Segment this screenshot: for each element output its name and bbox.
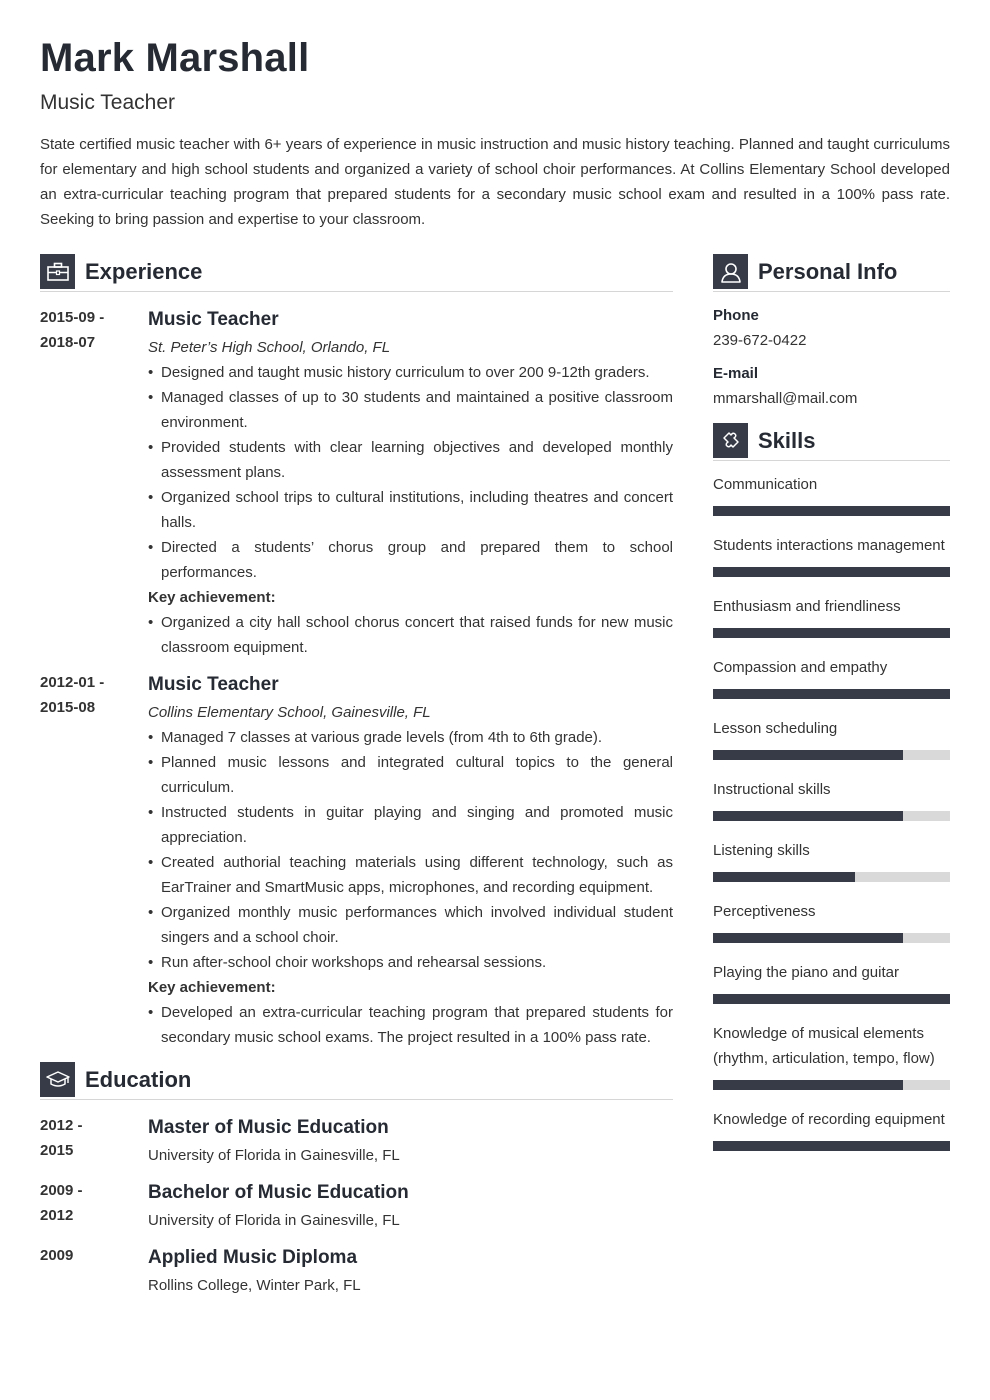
list-item: • Created authorial teaching materials using different technology, such as EarTrainer and SmartMusic apps, microphones, and recording equipment. bbox=[148, 850, 673, 900]
list-item: • Run after-school choir workshops and rehearsal sessions. bbox=[148, 950, 673, 975]
skill-level-bar bbox=[713, 872, 950, 882]
skill-level-fill bbox=[713, 1141, 950, 1151]
graduation-cap-icon bbox=[40, 1062, 75, 1097]
skill-level-bar bbox=[713, 750, 950, 760]
skill-level-fill bbox=[713, 811, 903, 821]
skill-name: Perceptiveness bbox=[713, 903, 816, 920]
list-item: • Managed 7 classes at various grade levels (from 4th to 6th grade). bbox=[148, 725, 673, 750]
skill-level-bar bbox=[713, 689, 950, 699]
skill-level-bar bbox=[713, 567, 950, 577]
edu-date-end: 2015 bbox=[40, 1142, 74, 1159]
job-company: Collins Elementary School, Gainesville, FL bbox=[148, 704, 431, 721]
personal-info-section-header bbox=[713, 252, 950, 292]
degree-title: Master of Music Education bbox=[148, 1117, 389, 1138]
skill-item bbox=[713, 899, 950, 943]
personal-info-title: Personal Info bbox=[758, 258, 898, 284]
list-item: • Organized school trips to cultural institutions, including theatres and concert halls. bbox=[148, 485, 673, 535]
phone-label: Phone bbox=[713, 307, 759, 324]
education-list bbox=[40, 1113, 673, 1308]
skill-level-bar bbox=[713, 1080, 950, 1090]
skill-item bbox=[713, 655, 950, 699]
education-entry bbox=[40, 1113, 673, 1168]
skill-item bbox=[713, 1021, 950, 1090]
education-dates bbox=[40, 1113, 140, 1163]
candidate-role: Music Teacher bbox=[40, 91, 176, 114]
job-bullets bbox=[148, 725, 673, 975]
key-achievement-bullets bbox=[148, 610, 673, 660]
skill-item bbox=[713, 594, 950, 638]
skill-name: Enthusiasm and friendliness bbox=[713, 598, 901, 615]
skill-name: Knowledge of musical elements (rhythm, articulation, tempo, flow) bbox=[713, 1025, 935, 1067]
school-name: University of Florida in Gainesville, FL bbox=[148, 1212, 400, 1229]
skill-level-bar bbox=[713, 933, 950, 943]
skills-list bbox=[713, 472, 950, 1168]
education-entry bbox=[40, 1178, 673, 1233]
skill-name: Knowledge of recording equipment bbox=[713, 1111, 945, 1128]
degree-title: Applied Music Diploma bbox=[148, 1247, 358, 1268]
skill-level-fill bbox=[713, 1080, 903, 1090]
list-item: • Developed an extra-curricular teaching program that prepared students for secondary music school exams. The project resulted in a 100% pass rate. bbox=[148, 1000, 673, 1050]
skill-item bbox=[713, 533, 950, 577]
key-achievement-bullets bbox=[148, 1000, 673, 1050]
skill-level-fill bbox=[713, 567, 950, 577]
summary-paragraph: State certified music teacher with 6+ years of experience in music instruction and music history teaching. Planned and taught curriculums for elementary and high school students and organized a variety of school choir performances. At Collins Elementary School developed an extra-curricular teaching program that prepared students for a secondary music school exam and resulted in a 100% pass rate. Seeking to bring passion and expertise to your classroom. bbox=[40, 136, 950, 228]
skill-level-fill bbox=[713, 628, 950, 638]
skill-item bbox=[713, 777, 950, 821]
candidate-name: Mark Marshall bbox=[40, 36, 310, 80]
phone-value[interactable]: 239-672-0422 bbox=[713, 332, 807, 349]
list-item: • Planned music lessons and integrated cultural topics to the general curriculum. bbox=[148, 750, 673, 800]
experience-section-header bbox=[40, 252, 673, 292]
list-item: • Managed classes of up to 30 students and maintained a positive classroom environment. bbox=[148, 385, 673, 435]
job-title: Music Teacher bbox=[148, 309, 279, 330]
school-name: University of Florida in Gainesville, FL bbox=[148, 1147, 400, 1164]
skill-name: Compassion and empathy bbox=[713, 659, 888, 676]
job-title: Music Teacher bbox=[148, 674, 279, 695]
email-label: E-mail bbox=[713, 365, 759, 382]
skill-level-fill bbox=[713, 506, 950, 516]
edu-date-start: 2009 bbox=[40, 1247, 74, 1264]
skill-level-bar bbox=[713, 628, 950, 638]
skill-level-bar bbox=[713, 1141, 950, 1151]
personal-info bbox=[713, 303, 950, 419]
skill-level-fill bbox=[713, 750, 903, 760]
list-item: • Organized monthly music performances which involved individual student singers and a school choir. bbox=[148, 900, 673, 950]
skills-section-header bbox=[713, 421, 950, 461]
skill-item bbox=[713, 472, 950, 516]
job-date-start: 2012-01 - bbox=[40, 674, 105, 691]
skill-level-bar bbox=[713, 506, 950, 516]
skill-item bbox=[713, 838, 950, 882]
list-item: • Provided students with clear learning objectives and developed monthly assessment plans. bbox=[148, 435, 673, 485]
skill-name: Students interactions management bbox=[713, 537, 945, 554]
list-item: • Designed and taught music history curriculum to over 200 9-12th graders. bbox=[148, 360, 673, 385]
skill-name: Communication bbox=[713, 476, 818, 493]
puzzle-icon bbox=[713, 423, 748, 458]
job-dates bbox=[40, 305, 140, 355]
email-value[interactable]: mmarshall@mail.com bbox=[713, 390, 858, 407]
experience-list bbox=[40, 305, 673, 1060]
briefcase-icon bbox=[40, 254, 75, 289]
education-entry bbox=[40, 1243, 673, 1298]
skill-item bbox=[713, 716, 950, 760]
skill-level-bar bbox=[713, 811, 950, 821]
job-date-start: 2015-09 - bbox=[40, 309, 105, 326]
skill-item bbox=[713, 960, 950, 1004]
edu-date-start: 2009 - bbox=[40, 1182, 83, 1199]
school-name: Rollins College, Winter Park, FL bbox=[148, 1277, 361, 1294]
education-title: Education bbox=[85, 1066, 192, 1092]
job-entry bbox=[40, 670, 673, 1050]
education-dates bbox=[40, 1243, 140, 1268]
skills-title: Skills bbox=[758, 427, 816, 453]
job-date-end: 2015-08 bbox=[40, 699, 96, 716]
skill-name: Listening skills bbox=[713, 842, 810, 859]
skill-name: Instructional skills bbox=[713, 781, 831, 798]
experience-title: Experience bbox=[85, 258, 203, 284]
list-item: • Organized a city hall school chorus concert that raised funds for new music classroom equipment. bbox=[148, 610, 673, 660]
job-dates bbox=[40, 670, 140, 720]
degree-title: Bachelor of Music Education bbox=[148, 1182, 409, 1203]
key-achievement-label: Key achievement: bbox=[148, 979, 276, 996]
list-item: • Instructed students in guitar playing and singing and promoted music appreciation. bbox=[148, 800, 673, 850]
skill-level-fill bbox=[713, 994, 950, 1004]
job-entry bbox=[40, 305, 673, 660]
job-date-end: 2018-07 bbox=[40, 334, 96, 351]
skill-name: Playing the piano and guitar bbox=[713, 964, 899, 981]
skill-level-fill bbox=[713, 933, 903, 943]
skill-level-fill bbox=[713, 689, 950, 699]
skill-name: Lesson scheduling bbox=[713, 720, 838, 737]
job-company: St. Peter’s High School, Orlando, FL bbox=[148, 339, 391, 356]
education-section-header bbox=[40, 1060, 673, 1100]
skill-level-bar bbox=[713, 994, 950, 1004]
list-item: • Directed a students’ chorus group and prepared them to school performances. bbox=[148, 535, 673, 585]
key-achievement-label: Key achievement: bbox=[148, 589, 276, 606]
job-bullets bbox=[148, 360, 673, 585]
education-dates bbox=[40, 1178, 140, 1228]
edu-date-start: 2012 - bbox=[40, 1117, 83, 1134]
user-icon bbox=[713, 254, 748, 289]
skill-item bbox=[713, 1107, 950, 1151]
edu-date-end: 2012 bbox=[40, 1207, 74, 1224]
skill-level-fill bbox=[713, 872, 855, 882]
